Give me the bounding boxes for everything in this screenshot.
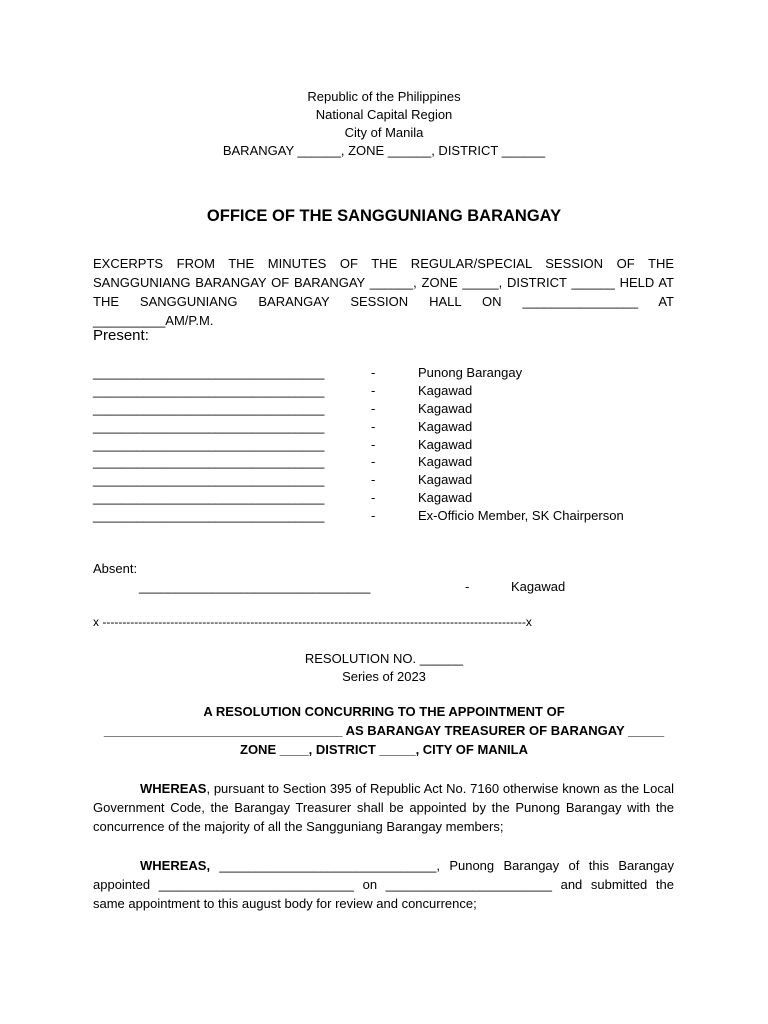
resolution-header: [0, 650, 768, 686]
header-region: National Capital Region: [315, 107, 453, 122]
member-role: Kagawad: [418, 454, 473, 469]
member-name-blank: ________________________________: [93, 437, 325, 452]
member-name-blank: ________________________________: [93, 472, 325, 487]
member-name-blank: ________________________________: [93, 365, 325, 380]
header-barangay-zone-district: BARANGAY ______, ZONE ______, DISTRICT ______: [222, 143, 546, 158]
office-title: OFFICE OF THE SANGGUNIANG BARANGAY: [206, 207, 562, 225]
absent-name-blank: ________________________________: [139, 579, 371, 594]
member-dash: -: [371, 437, 376, 452]
member-dash: -: [371, 383, 376, 398]
resolution-title: [0, 703, 768, 759]
header-republic: Republic of the Philippines: [307, 89, 461, 104]
member-dash: -: [371, 508, 376, 523]
resolution-title-line1: A RESOLUTION CONCURRING TO THE APPOINTMENT OF: [203, 704, 565, 719]
member-name-blank: ________________________________: [93, 401, 325, 416]
member-dash: -: [371, 365, 376, 380]
member-row: [93, 453, 693, 471]
member-role: Kagawad: [418, 472, 473, 487]
resolution-series: Series of 2023: [342, 669, 426, 684]
member-row: [93, 471, 693, 489]
whereas-lead: WHEREAS: [140, 781, 207, 796]
resolution-title-line3: ZONE ____, DISTRICT _____, CITY OF MANILA: [240, 742, 528, 757]
section-separator: x ----------------------------------------------------------------------------------------------------------x: [93, 615, 532, 629]
member-dash: -: [371, 490, 376, 505]
member-name-blank: ________________________________: [93, 419, 325, 434]
member-row: [93, 436, 693, 454]
whereas-paragraph-2: [93, 856, 674, 913]
member-role: Kagawad: [418, 383, 473, 398]
resolution-number: RESOLUTION NO. ______: [304, 651, 464, 666]
member-dash: -: [371, 401, 376, 416]
whereas-text: ______________________________, Punong Barangay of this Barangay appointed ___________________________ on _______________________ and submitted the same appointment to this august body for review and concurrence;: [93, 858, 674, 911]
member-role: Kagawad: [418, 419, 473, 434]
member-role: Punong Barangay: [418, 365, 523, 380]
absent-dash: -: [465, 579, 470, 594]
member-name-blank: ________________________________: [93, 490, 325, 505]
member-dash: -: [371, 472, 376, 487]
member-role: Kagawad: [418, 401, 473, 416]
member-row: [93, 507, 693, 525]
whereas-lead: WHEREAS,: [140, 858, 211, 873]
member-name-blank: ________________________________: [93, 383, 325, 398]
member-row: [93, 418, 693, 436]
present-label: Present:: [93, 327, 149, 344]
member-role: Ex-Officio Member, SK Chairperson: [418, 508, 624, 523]
member-row: [93, 489, 693, 507]
member-dash: -: [371, 454, 376, 469]
header-city: City of Manila: [344, 125, 424, 140]
absent-member-row: [139, 578, 639, 596]
absent-label: Absent:: [93, 561, 138, 576]
minutes-excerpt: EXCERPTS FROM THE MINUTES OF THE REGULAR/SPECIAL SESSION OF THE SANGGUNIANG BARANGAY OF BARANGAY ______, ZONE _____, DISTRICT ______ HELD AT THE SANGGUNIANG BARANGAY SESSION HALL ON ________________ AT __________AM/P.M.: [93, 256, 674, 328]
absent-role: Kagawad: [511, 579, 566, 594]
member-name-blank: ________________________________: [93, 508, 325, 523]
member-row: [93, 382, 693, 400]
resolution-title-line2: _________________________________ AS BARANGAY TREASURER OF BARANGAY _____: [103, 723, 665, 738]
member-role: Kagawad: [418, 490, 473, 505]
member-name-blank: ________________________________: [93, 454, 325, 469]
letterhead: [0, 88, 768, 160]
member-dash: -: [371, 419, 376, 434]
member-row: [93, 400, 693, 418]
member-row: [93, 364, 693, 382]
member-role: Kagawad: [418, 437, 473, 452]
whereas-text: , pursuant to Section 395 of Republic Act No. 7160 otherwise known as the Local Government Code, the Barangay Treasurer shall be appointed by the Punong Barangay with the concurrence of the majority of all the Sangguniang Barangay members;: [93, 781, 674, 834]
whereas-paragraph-1: [93, 779, 674, 836]
